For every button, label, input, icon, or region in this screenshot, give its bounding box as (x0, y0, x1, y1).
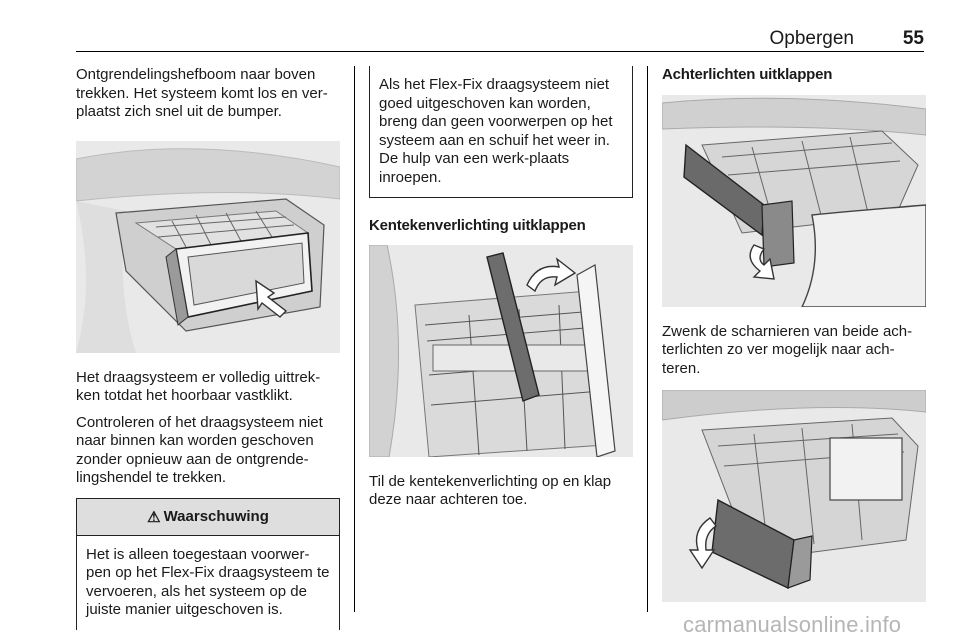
warning-title: Waarschuwing (163, 508, 269, 525)
column-divider (354, 66, 355, 612)
paragraph-check-carrier: Controleren of het draagsysteem niet naar binnen kan worden geschoven zonder opnieuw aan de ontgrende-lingshendel te trekken. (76, 413, 323, 486)
illustration-license-light (369, 245, 633, 457)
illustration-tail-light-bottom (662, 390, 926, 602)
warning-text: Het is alleen toegestaan voorwer-pen op het Flex-Fix draagsysteem te vervoeren, als het systeem op de juiste manier uitgeschoven is. (86, 545, 330, 618)
note-text: Als het Flex-Fix draagsysteem niet goed uitgeschoven kan worden, breng dan geen voorwerpen op het systeem aan en schuif het weer in. De hulp van een werk-plaats inroepen. (379, 76, 613, 186)
warning-box (76, 498, 340, 630)
warning-header (77, 499, 339, 536)
column-right (662, 66, 926, 602)
watermark: carmanualsonline.info (683, 612, 902, 637)
column-middle (369, 66, 633, 510)
warning-triangle-icon: ⚠ (147, 508, 161, 526)
column-left (76, 66, 340, 630)
illustration-carrier-pulled-out (76, 141, 340, 353)
section-title: Opbergen (769, 28, 854, 49)
paragraph-swing-hinges: Zwenk de scharnieren van beide ach-terlichten zo ver mogelijk naar ach-teren. (662, 322, 913, 377)
paragraph-pull-out-fully: Het draagsysteem er volledig uittrek-ken totdat het hoorbaar vastklikt. (76, 368, 321, 404)
page-number: 55 (902, 28, 924, 49)
column-divider (647, 66, 648, 612)
paragraph-lift-license-light: Til de kentekenverlichting op en klap deze naar achteren toe. (369, 472, 612, 508)
heading-license-light: Kentekenverlichting uitklappen (369, 217, 586, 234)
heading-tail-lights: Achterlichten uitklappen (662, 66, 833, 83)
note-box (369, 66, 633, 198)
illustration-tail-light-top (662, 95, 926, 307)
page-header (76, 28, 924, 52)
paragraph-release-lever: Ontgrendelingshefboom naar boven trekken. Het systeem komt los en ver-plaatst zich snel uit de bumper. (76, 66, 328, 120)
